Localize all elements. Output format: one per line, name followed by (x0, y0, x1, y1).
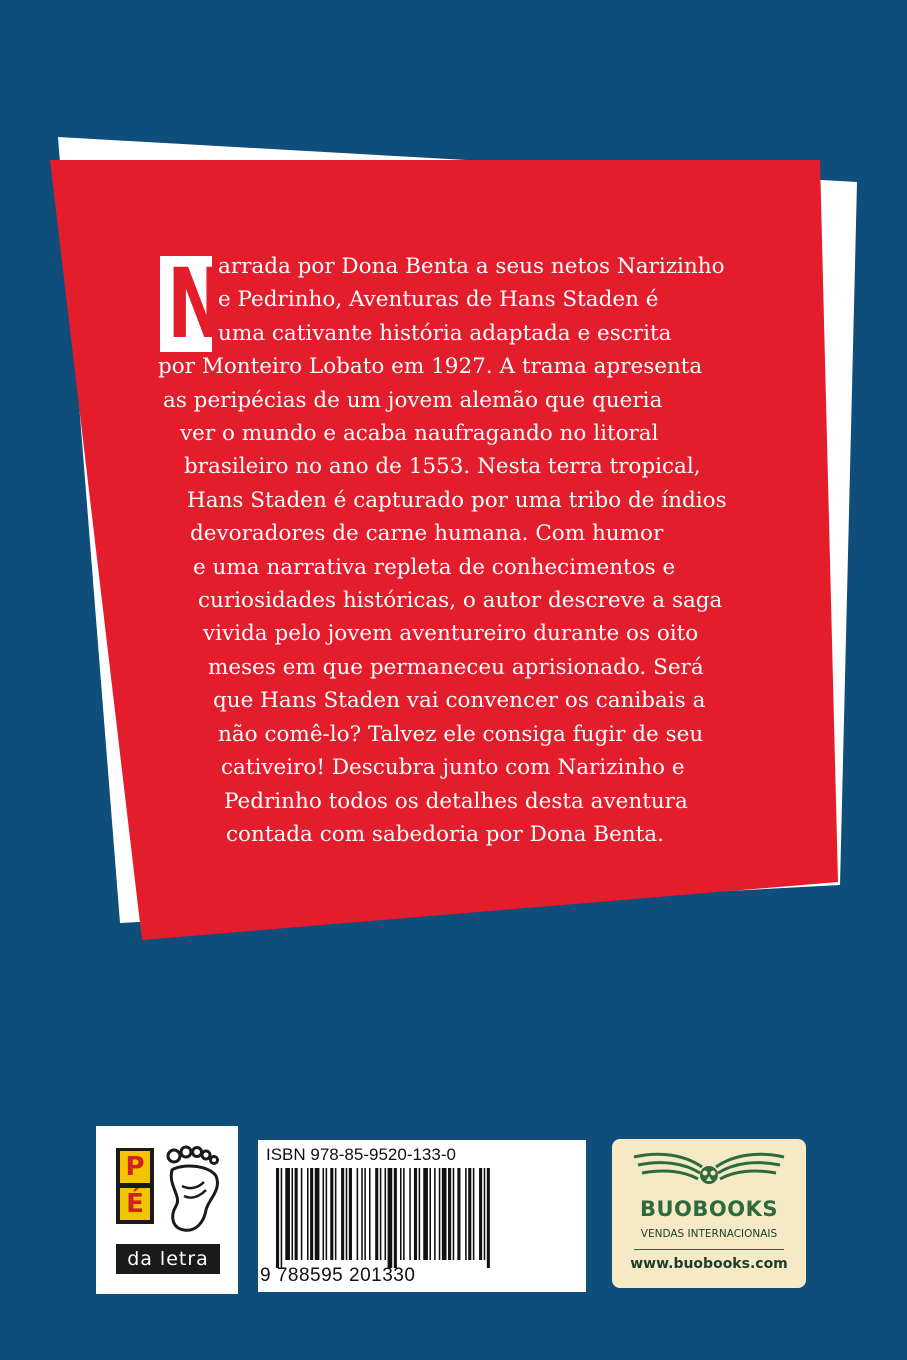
barcode-bars (276, 1168, 576, 1268)
blurb-line: e uma narrativa repleta de conhecimentos e (193, 554, 676, 580)
blurb-line: que Hans Staden vai convencer os canibais a (213, 688, 706, 714)
blurb-line: brasileiro no ano de 1553. Nesta terra tropical, (184, 454, 701, 480)
distributor-subtitle: VENDAS INTERNACIONAIS (640, 1228, 778, 1240)
drop-cap: N (160, 256, 212, 352)
blurb-line: devoradores de carne humana. Com humor (190, 521, 664, 547)
blurb-line: vivida pelo jovem aventureiro durante os oito (203, 621, 699, 647)
isbn-barcode (258, 1140, 586, 1292)
blurb-line: uma cativante história adaptada e escrita (218, 320, 672, 346)
distributor-badge (612, 1139, 806, 1288)
divider (634, 1249, 784, 1250)
publisher-name: da letra (116, 1244, 220, 1274)
blurb-line: e Pedrinho, Aventuras de Hans Staden é (218, 287, 659, 313)
foot-icon (166, 1146, 222, 1236)
distributor-url[interactable]: www.buobooks.com (630, 1256, 788, 1272)
logo-letter-e: É (120, 1188, 150, 1220)
logo-letter-p: P (120, 1151, 150, 1183)
barcode-digits: 9 788595 201330 (260, 1265, 416, 1286)
blurb-line: Pedrinho todos os detalhes desta aventura (224, 788, 688, 814)
publisher-logo (96, 1126, 238, 1294)
back-cover-blurb (155, 250, 795, 851)
blurb-line: as peripécias de um jovem alemão que queria (163, 387, 663, 413)
blurb-line: contada com sabedoria por Dona Benta. (226, 821, 664, 847)
blurb-line: por Monteiro Lobato em 1927. A trama apresenta (158, 354, 703, 380)
blurb-line: arrada por Dona Benta a seus netos Narizinho (218, 254, 725, 279)
blurb-line: ver o mundo e acaba naufragando no litoral (180, 421, 659, 447)
blurb-line: não comê-lo? Talvez ele consiga fugir de seu (218, 721, 704, 747)
isbn-label: ISBN 978-85-9520-133-0 (266, 1145, 456, 1164)
blurb-line: meses em que permaneceu aprisionado. Será (208, 654, 704, 680)
pe-letters-block (116, 1148, 154, 1224)
blurb-line: cativeiro! Descubra junto com Narizinho e (221, 755, 685, 781)
distributor-name: BUOBOOKS (639, 1197, 779, 1221)
blurb-line: curiosidades históricas, o autor descreve a saga (198, 588, 723, 614)
owl-wings-icon (630, 1145, 788, 1195)
blurb-line: Hans Staden é capturado por uma tribo de índios (187, 487, 727, 513)
